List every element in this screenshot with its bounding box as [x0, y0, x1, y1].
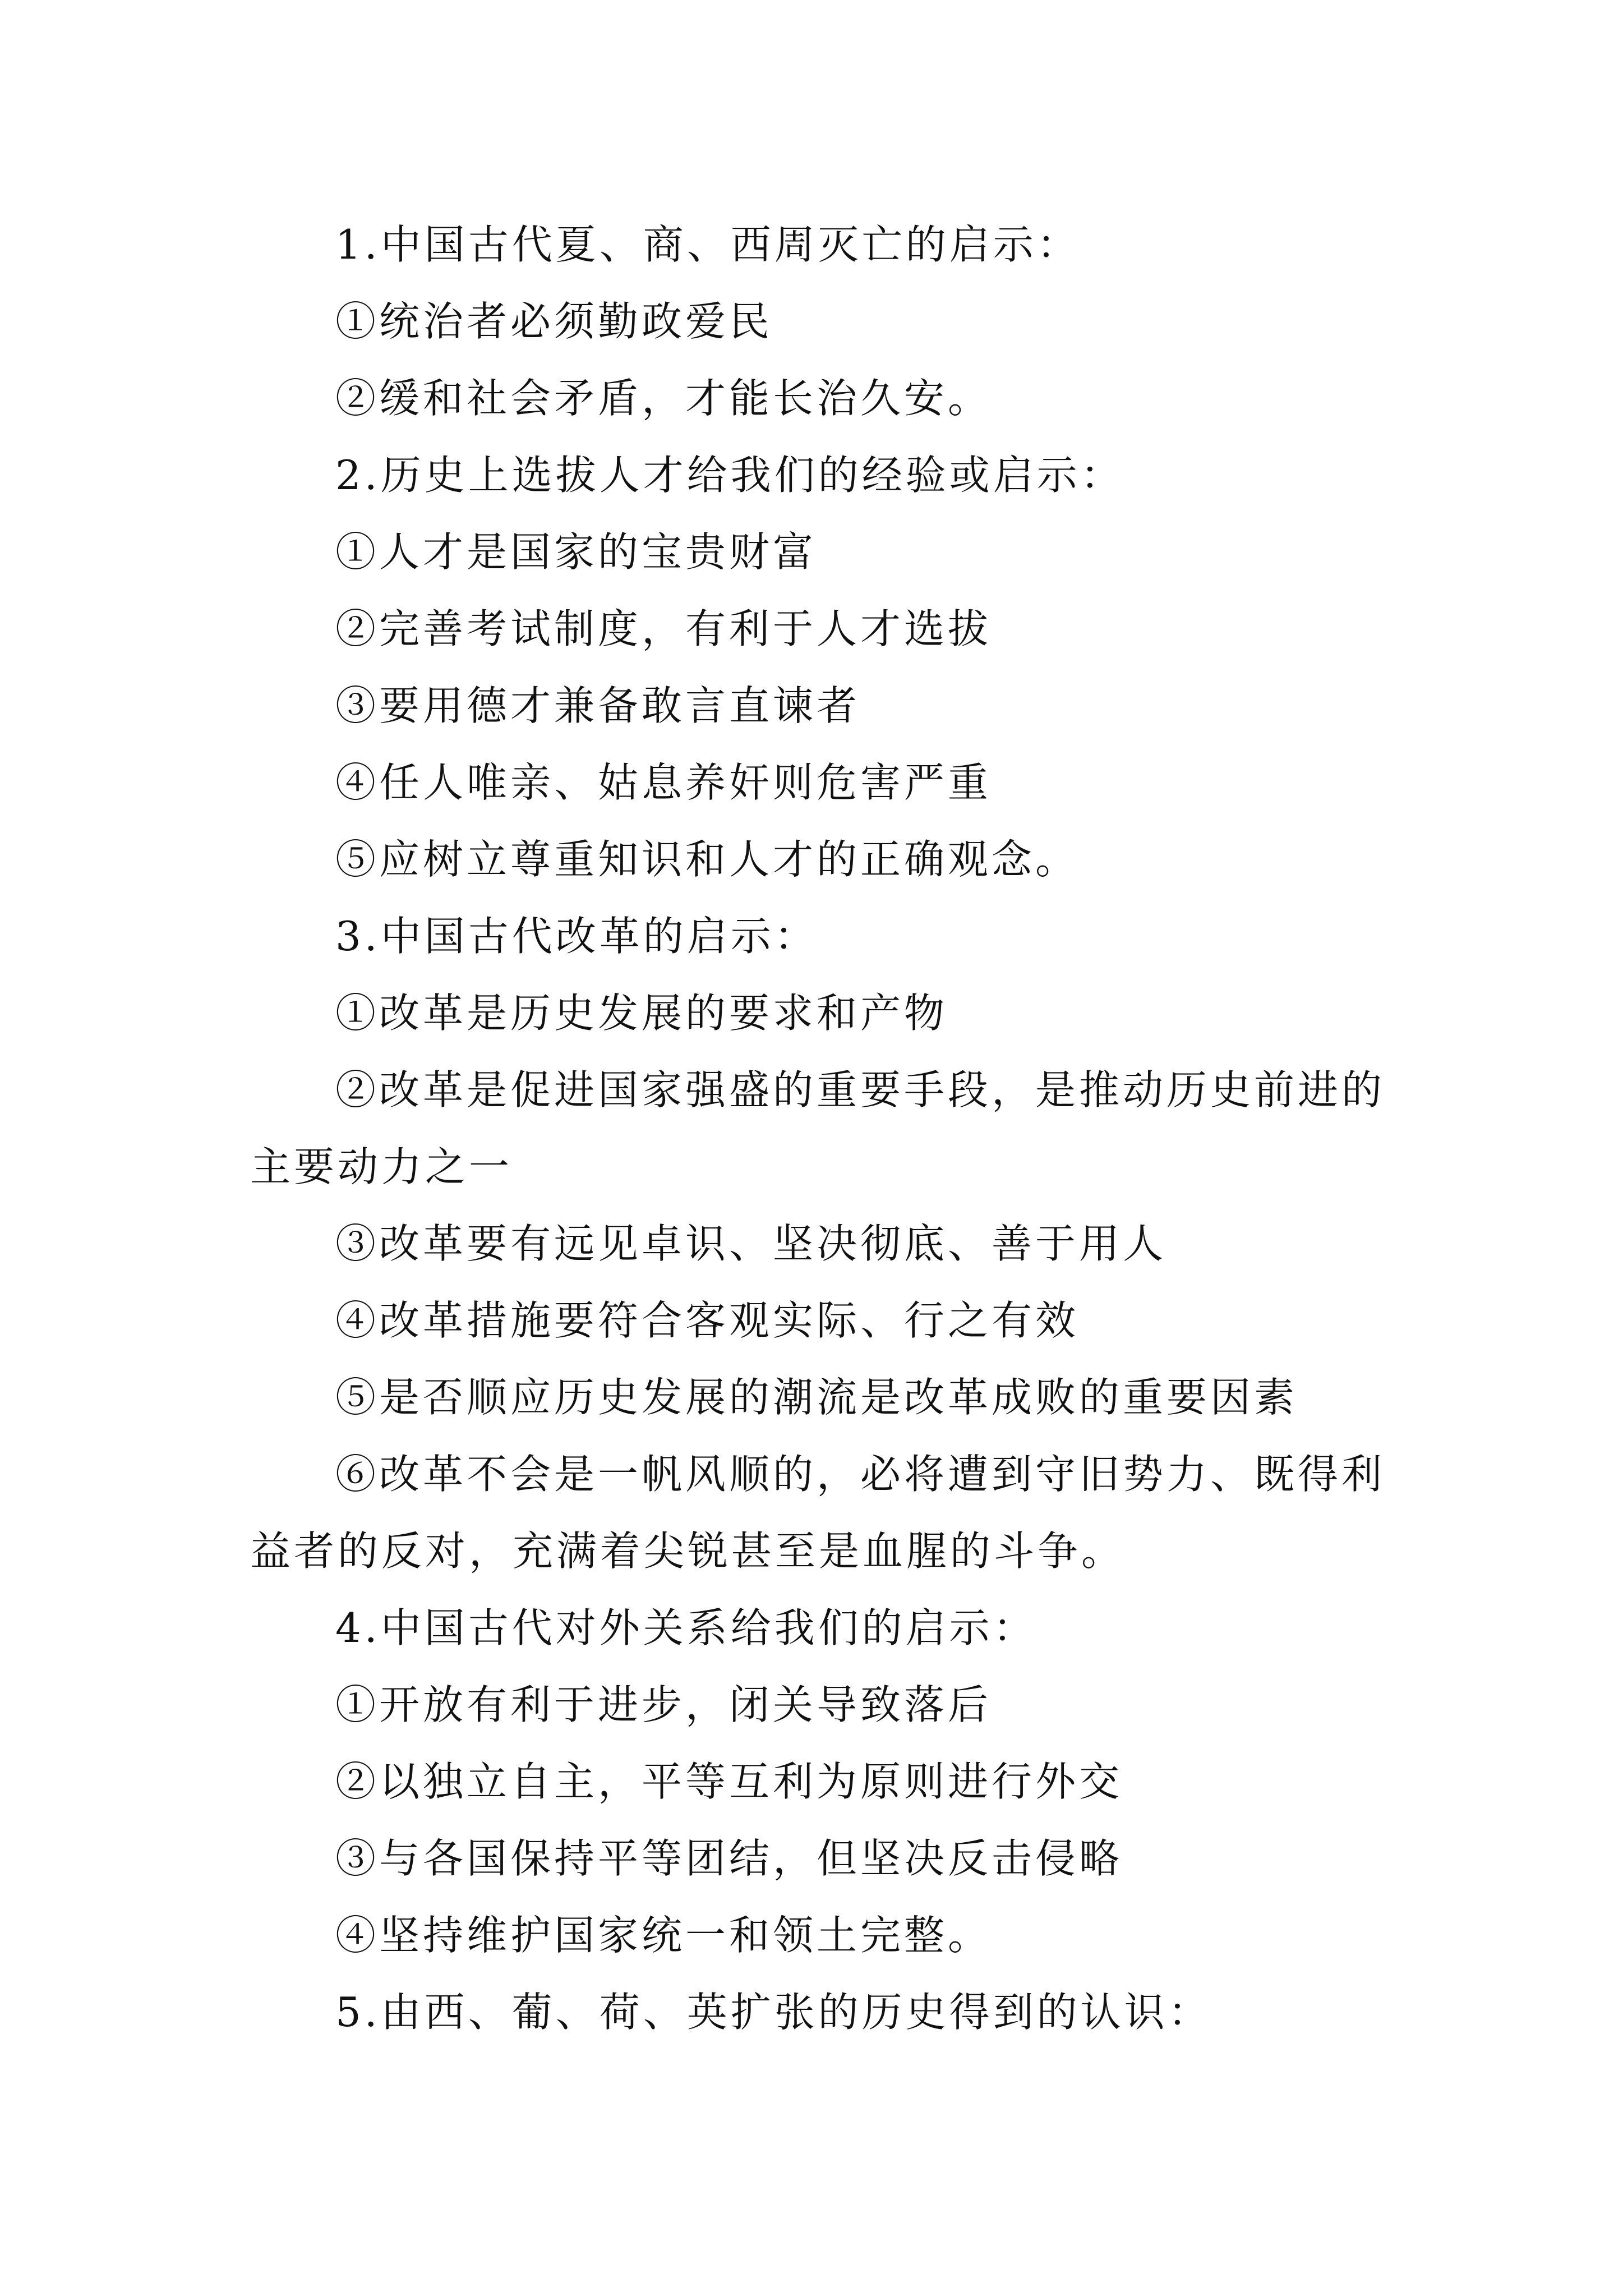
list-item: ②完善考试制度，有利于人才选拔 — [335, 605, 992, 652]
heading-5: 5.由西、葡、荷、英扩张的历史得到的认识： — [335, 1989, 1212, 2036]
list-item: ①统治者必须勤政爱民 — [335, 298, 773, 345]
list-item: ②以独立自主，平等互利为原则进行外交 — [335, 1758, 1123, 1805]
list-item: ⑥改革不会是一帆风顺的，必将遭到守旧势力、既得利 — [335, 1451, 1386, 1498]
list-item: ③要用德才兼备敢言直谏者 — [335, 682, 861, 729]
list-item: ②缓和社会矛盾，才能长治久安。 — [335, 375, 992, 422]
list-item: ④坚持维护国家统一和领土完整。 — [335, 1912, 992, 1959]
heading-4: 4.中国古代对外关系给我们的启示： — [335, 1604, 1037, 1651]
list-item-continuation: 益者的反对，充满着尖锐甚至是血腥的斗争。 — [250, 1527, 1126, 1575]
heading-2: 2.历史上选拔人才给我们的经验或启示： — [335, 452, 1124, 499]
heading-3: 3.中国古代改革的启示： — [335, 913, 818, 960]
heading-1: 1.中国古代夏、商、西周灭亡的启示： — [335, 221, 1081, 268]
list-item: ①改革是历史发展的要求和产物 — [335, 990, 948, 1037]
list-item: ①人才是国家的宝贵财富 — [335, 528, 817, 576]
list-item: ②改革是促进国家强盛的重要手段，是推动历史前进的 — [335, 1066, 1386, 1114]
list-item: ①开放有利于进步，闭关导致落后 — [335, 1681, 992, 1728]
list-item-continuation: 主要动力之一 — [250, 1143, 513, 1190]
list-item: ③改革要有远见卓识、坚决彻底、善于用人 — [335, 1220, 1167, 1267]
list-item: ⑤应树立尊重知识和人才的正确观念。 — [335, 836, 1080, 883]
list-item: ④改革措施要符合客观实际、行之有效 — [335, 1297, 1080, 1344]
list-item: ⑤是否顺应历史发展的潮流是改革成败的重要因素 — [335, 1374, 1298, 1421]
list-item: ③与各国保持平等团结，但坚决反击侵略 — [335, 1835, 1123, 1882]
document-body — [250, 206, 1394, 2051]
list-item: ④任人唯亲、姑息养奸则危害严重 — [335, 759, 992, 806]
